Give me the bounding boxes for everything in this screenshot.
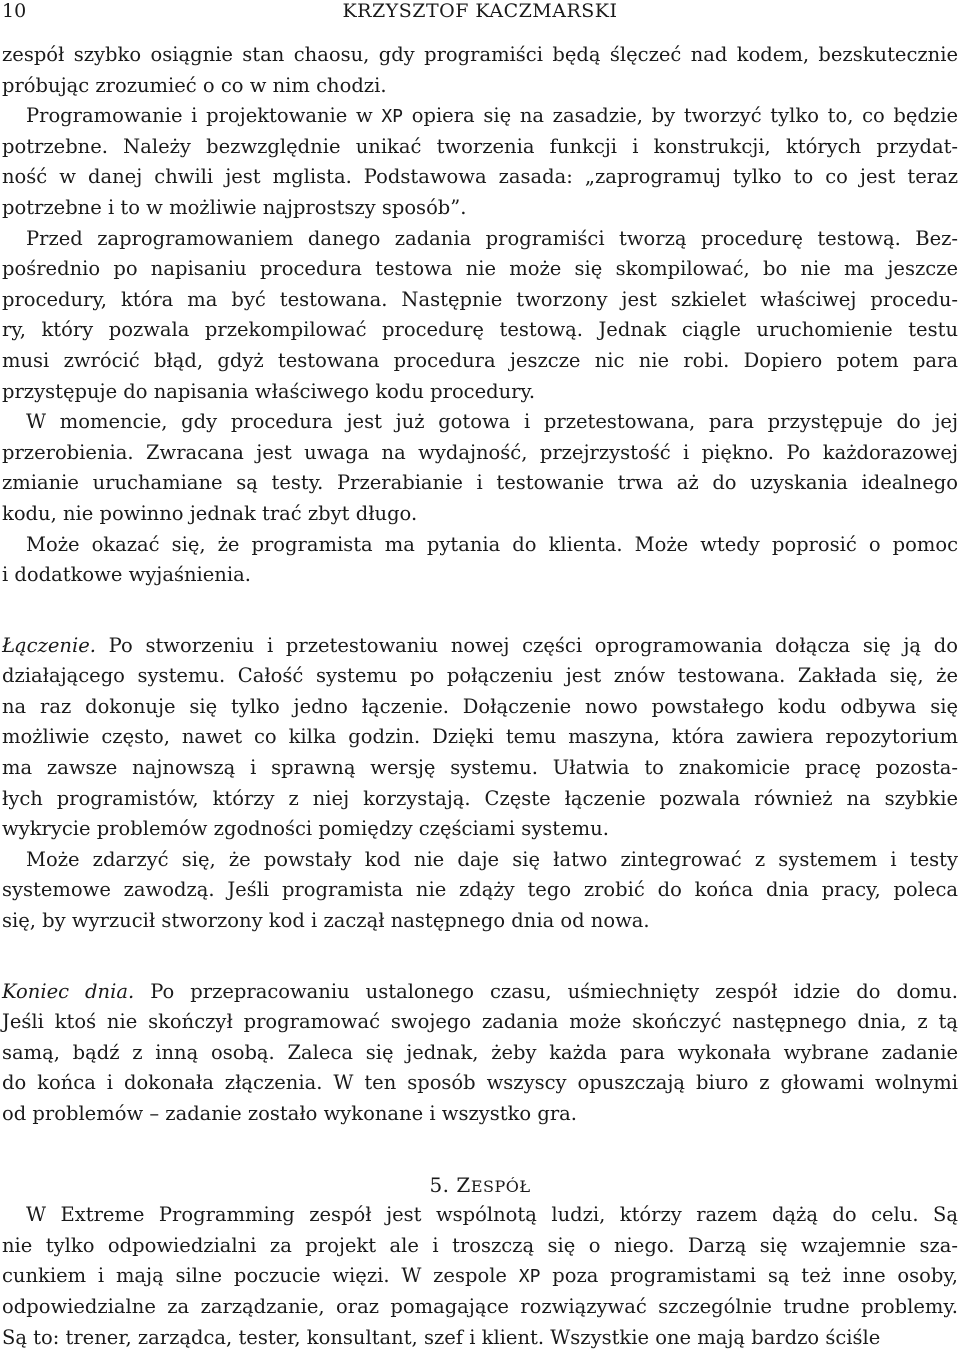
text-line [2, 977, 958, 1008]
text-line: Przed zaprogramowaniem danego zadania programiści tworzą procedurę testową. Bez- [26, 226, 958, 250]
text-line: ność w danej chwili jest mglista. Podstawowa zasada: „zaprogramuj tylko to co jest teraz [2, 165, 958, 189]
text-fragment: Po stworzeniu i przetestowaniu nowej części oprogramowania dołącza się ją do [95, 633, 958, 657]
text-line: i dodatkowe wyjaśnienia. [2, 563, 251, 587]
text-line: musi zwrócić błąd, gdyż testowana procedura jeszcze nic nie robi. Dopiero potem para [2, 348, 958, 372]
paragraph [2, 845, 958, 937]
text-line: możliwie często, nawet co kilka godzin. Dzięki temu maszyna, która zawiera repozytorium [2, 725, 958, 749]
text-line: kodu, nie powinno jednak trać zbyt długo. [2, 501, 418, 525]
vertical-space [2, 937, 958, 977]
text-line: łych programistów, którzy z niej korzystają. Częste łączenie pozwala również na szybkie [2, 786, 958, 810]
text-line: pośrednio po napisaniu procedura testowa nie może się skompilować, bo nie ma jeszcze [2, 257, 958, 281]
text-line: ma zawsze najnowszą i sprawną wersję systemu. Ułatwia to znakomicie pracę pozosta- [2, 756, 958, 780]
body-text [2, 40, 958, 1353]
run-in-heading: Łączenie. [2, 633, 96, 657]
text-line: Może zdarzyć się, że powstały kod nie daje się łatwo zintegrować z systemem i testy [26, 847, 958, 871]
text-fragment: Po przepracowaniu ustalonego czasu, uśmiechnięty zespół idzie do domu. [134, 979, 959, 1003]
text-line: nie tylko odpowiedzialni za projekt ale i troszczą się o niego. Darzą się wzajemnie sza- [2, 1233, 958, 1257]
page-number: 10 [2, 0, 27, 22]
text-fragment: poza programistami są też inne osoby, [540, 1264, 959, 1288]
text-fragment: Programowanie i projektowanie w [26, 104, 382, 128]
paragraph [2, 407, 958, 529]
text-line: się, by wyrzucił stworzony kod i zaczął następnego dnia od nowa. [2, 909, 650, 933]
text-line: W Extreme Programming zespół jest wspólnotą ludzi, którzy razem dążą do celu. Są [26, 1203, 958, 1227]
paragraph-zespol [2, 1200, 958, 1353]
text-line: W momencie, gdy procedura jest już gotowa i przetestowana, para przystępuje do jej [26, 410, 958, 434]
text-line: przerobienia. Zwracana jest uwaga na wydajność, przejrzystość i piękno. Po każdorazowej [2, 440, 958, 464]
paragraph [2, 224, 958, 408]
text-line: procedury, która ma być testowana. Następnie tworzony jest szkielet właściwej procedu- [2, 287, 958, 311]
paragraph [2, 530, 958, 591]
text-line: potrzebne. Należy bezwzględnie unikać tworzenia funkcji i konstrukcji, których przydat- [2, 134, 958, 158]
text-line: potrzebne i to w możliwie najprostszy sposób”. [2, 195, 467, 219]
paragraph [2, 40, 958, 101]
paragraph [2, 101, 958, 223]
xp-abbreviation: XP [518, 1266, 541, 1288]
running-header [0, 0, 960, 24]
text-line: zespół szybko osiągnie stan chaosu, gdy programiści będą ślęczeć nad kodem, bezskutecznie [2, 43, 958, 66]
text-line: zmianie uruchamiane są testy. Przerabianie i testowanie trwa aż do uzyskania idealnego [2, 471, 958, 495]
text-line: od problemów – zadanie zostało wykonane i wszystko gra. [2, 1102, 577, 1125]
text-line: odpowiedzialne za zarządzanie, oraz pomagające rozwiązywać szczególnie trudne problemy. [2, 1294, 958, 1318]
text-line: na raz dokonuje się tylko jedno łączenie. Dołączenie nowo powstałego kodu odbywa się [2, 694, 958, 718]
text-line: przystępuje do napisania właściwego kodu procedury. [2, 379, 536, 403]
run-in-heading: Koniec dnia. [2, 979, 135, 1003]
text-line: Są to: trener, zarządca, tester, konsultant, szef i klient. Wszystkie one mają bardzo ściśle [2, 1325, 881, 1349]
vertical-space [2, 1130, 958, 1170]
text-line: samą, bądź z inną osobą. Zaleca się jednak, żeby każda para wykonała wybrane zadanie [2, 1040, 958, 1064]
text-line: Może okazać się, że programista ma pytania do klienta. Może wtedy poprosić o pomoc [26, 532, 958, 556]
section-number: 5. [429, 1172, 450, 1197]
text-line [2, 631, 958, 662]
section-title-rest: ESPÓŁ [470, 1176, 531, 1196]
text-line [2, 101, 958, 132]
paragraph-laczenie [2, 631, 958, 845]
text-line: Jeśli ktoś nie skończył programować swojego zadania może skończyć następnego dnia, z tą [2, 1010, 958, 1034]
text-fragment: opiera się na zasadzie, by tworzyć tylko to, co będzie [403, 104, 958, 128]
section-heading [2, 1170, 958, 1201]
paragraph-koniec-dnia [2, 977, 958, 1130]
xp-abbreviation: XP [381, 106, 404, 128]
text-line: wykrycie problemów zgodności pomiędzy częściami systemu. [2, 817, 609, 841]
section-title-initial: Z [456, 1172, 471, 1197]
text-line [2, 1261, 958, 1292]
text-fragment: cunkiem i mają silne poczucie więzi. W zespole [2, 1264, 519, 1288]
text-line: działającego systemu. Całość systemu po połączeniu jest znów testowana. Zakłada się, że [2, 664, 958, 688]
text-line: systemowe zawodzą. Jeśli programista nie zdąży tego zrobić do końca dnia pracy, poleca [2, 878, 958, 902]
vertical-space [2, 591, 958, 631]
text-line: ry, który pozwala przekompilować procedurę testową. Jednak ciągle uruchomienie testu [2, 318, 958, 342]
running-title: KRZYSZTOF KACZMARSKI [342, 0, 618, 22]
text-line: próbując zrozumieć o co w nim chodzi. [2, 73, 387, 97]
text-line: do końca i dokonała złączenia. W ten sposób wszyscy opuszczają biuro z głowami wolnymi [2, 1071, 958, 1095]
